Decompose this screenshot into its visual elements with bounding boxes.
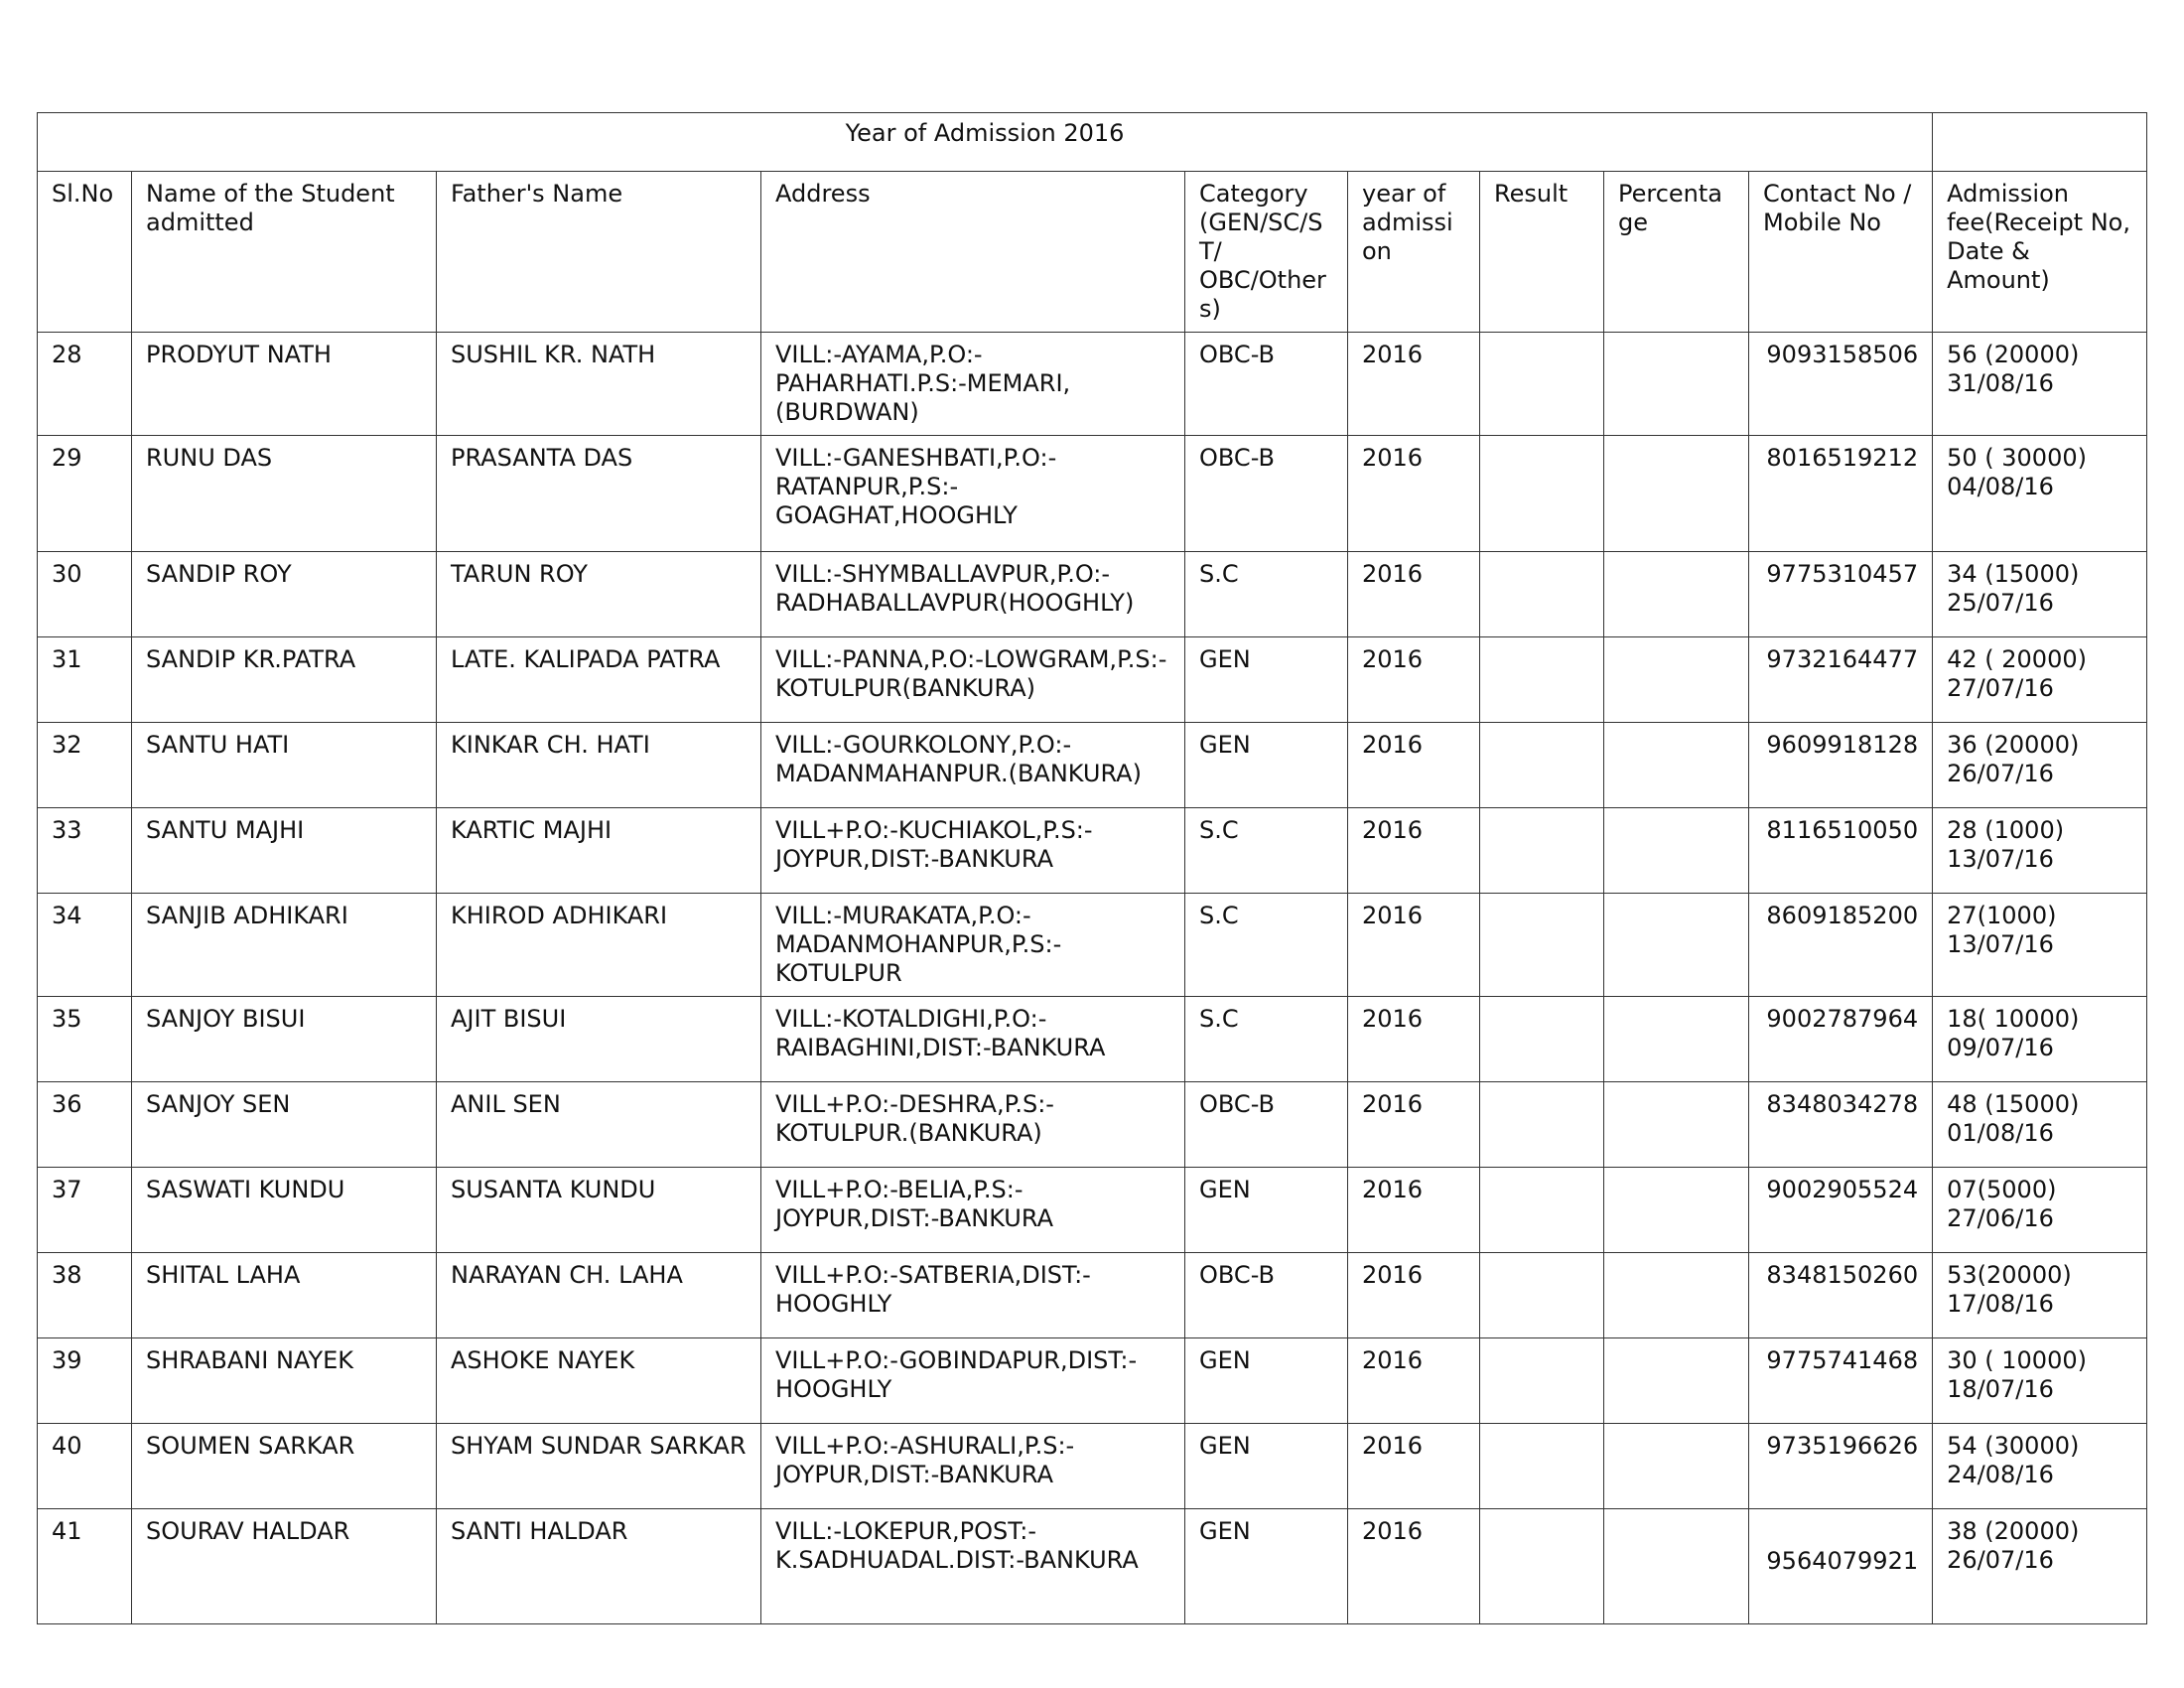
cell-category: S.C [1185,894,1348,997]
cell-year: 2016 [1348,1424,1480,1509]
cell-result [1480,1082,1604,1168]
cell-category: OBC-B [1185,1253,1348,1338]
cell-address: VILL+P.O:-ASHURALI,P.S:-JOYPUR,DIST:-BANKURA [761,1424,1185,1509]
cell-category: OBC-B [1185,436,1348,552]
cell-admission-fee: 18( 10000) 09/07/16 [1933,997,2147,1082]
cell-address: VILL+P.O:-GOBINDAPUR,DIST:-HOOGHLY [761,1338,1185,1424]
cell-address: VILL:-AYAMA,P.O:-PAHARHATI.P.S:-MEMARI,(BURDWAN) [761,333,1185,436]
cell-father-name: ASHOKE NAYEK [437,1338,761,1424]
cell-admission-fee: 36 (20000) 26/07/16 [1933,723,2147,808]
cell-year: 2016 [1348,637,1480,723]
cell-sl-no: 37 [38,1168,132,1253]
cell-result [1480,1253,1604,1338]
cell-student-name: PRODYUT NATH [132,333,437,436]
cell-student-name: SHRABANI NAYEK [132,1338,437,1424]
cell-contact: 9732164477 [1749,637,1933,723]
table-row [38,333,2147,436]
cell-percentage [1604,436,1749,552]
cell-father-name: AJIT BISUI [437,997,761,1082]
cell-admission-fee: 54 (30000) 24/08/16 [1933,1424,2147,1509]
cell-father-name: ANIL SEN [437,1082,761,1168]
table-row [38,1424,2147,1509]
cell-admission-fee: 42 ( 20000) 27/07/16 [1933,637,2147,723]
header-address: Address [761,172,1185,333]
cell-contact: 8609185200 [1749,894,1933,997]
table-row [38,1509,2147,1624]
cell-contact: 8348034278 [1749,1082,1933,1168]
cell-student-name: SASWATI KUNDU [132,1168,437,1253]
table-row [38,1168,2147,1253]
cell-result [1480,333,1604,436]
cell-year: 2016 [1348,552,1480,637]
table-row [38,637,2147,723]
cell-contact: 9002787964 [1749,997,1933,1082]
table-row [38,436,2147,552]
cell-year: 2016 [1348,723,1480,808]
table-row [38,997,2147,1082]
cell-year: 2016 [1348,436,1480,552]
cell-category: GEN [1185,1168,1348,1253]
table-row [38,1253,2147,1338]
cell-category: OBC-B [1185,333,1348,436]
cell-result [1480,1338,1604,1424]
cell-student-name: SHITAL LAHA [132,1253,437,1338]
cell-sl-no: 30 [38,552,132,637]
cell-admission-fee: 48 (15000) 01/08/16 [1933,1082,2147,1168]
cell-student-name: SANJOY BISUI [132,997,437,1082]
cell-student-name: SANTU HATI [132,723,437,808]
cell-category: S.C [1185,552,1348,637]
cell-father-name: KARTIC MAJHI [437,808,761,894]
cell-father-name: SANTI HALDAR [437,1509,761,1624]
cell-student-name: RUNU DAS [132,436,437,552]
cell-year: 2016 [1348,1509,1480,1624]
header-fee: Admission fee(Receipt No, Date & Amount) [1933,172,2147,333]
cell-sl-no: 36 [38,1082,132,1168]
cell-category: OBC-B [1185,1082,1348,1168]
cell-father-name: SUSANTA KUNDU [437,1168,761,1253]
cell-percentage [1604,1168,1749,1253]
cell-result [1480,552,1604,637]
header-contact: Contact No / Mobile No [1749,172,1933,333]
table-row [38,723,2147,808]
cell-admission-fee: 28 (1000) 13/07/16 [1933,808,2147,894]
cell-year: 2016 [1348,997,1480,1082]
cell-percentage [1604,1082,1749,1168]
header-row [38,172,2147,333]
cell-admission-fee: 53(20000) 17/08/16 [1933,1253,2147,1338]
cell-result [1480,1509,1604,1624]
cell-father-name: LATE. KALIPADA PATRA [437,637,761,723]
table-row [38,894,2147,997]
table-row [38,1082,2147,1168]
cell-address: VILL+P.O:-KUCHIAKOL,P.S:-JOYPUR,DIST:-BANKURA [761,808,1185,894]
header-category: Category (GEN/SC/ST/ OBC/Others) [1185,172,1348,333]
cell-father-name: KHIROD ADHIKARI [437,894,761,997]
cell-contact: 9609918128 [1749,723,1933,808]
cell-admission-fee: 38 (20000) 26/07/16 [1933,1509,2147,1624]
cell-sl-no: 32 [38,723,132,808]
cell-percentage [1604,1509,1749,1624]
cell-percentage [1604,997,1749,1082]
cell-father-name: SHYAM SUNDAR SARKAR [437,1424,761,1509]
cell-percentage [1604,333,1749,436]
cell-contact: 9775741468 [1749,1338,1933,1424]
cell-sl-no: 29 [38,436,132,552]
cell-category: GEN [1185,1424,1348,1509]
cell-contact: 8016519212 [1749,436,1933,552]
cell-percentage [1604,723,1749,808]
header-father-name: Father's Name [437,172,761,333]
table-title: Year of Admission 2016 [38,113,1933,172]
cell-result [1480,1168,1604,1253]
cell-category: GEN [1185,1509,1348,1624]
cell-sl-no: 31 [38,637,132,723]
cell-category: GEN [1185,723,1348,808]
cell-contact: 9735196626 [1749,1424,1933,1509]
header-percentage: Percentage [1604,172,1749,333]
cell-year: 2016 [1348,333,1480,436]
cell-contact: 9564079921 [1749,1509,1933,1624]
cell-year: 2016 [1348,808,1480,894]
cell-address: VILL+P.O:-SATBERIA,DIST:-HOOGHLY [761,1253,1185,1338]
cell-sl-no: 33 [38,808,132,894]
cell-student-name: SANJIB ADHIKARI [132,894,437,997]
cell-percentage [1604,808,1749,894]
cell-address: VILL:-SHYMBALLAVPUR,P.O:-RADHABALLAVPUR(HOOGHLY) [761,552,1185,637]
cell-sl-no: 38 [38,1253,132,1338]
cell-father-name: PRASANTA DAS [437,436,761,552]
cell-result [1480,637,1604,723]
cell-sl-no: 35 [38,997,132,1082]
cell-address: VILL:-LOKEPUR,POST:-K.SADHUADAL.DIST:-BANKURA [761,1509,1185,1624]
cell-father-name: SUSHIL KR. NATH [437,333,761,436]
table-row [38,808,2147,894]
cell-percentage [1604,1253,1749,1338]
cell-result [1480,808,1604,894]
cell-percentage [1604,1424,1749,1509]
title-blank-cell [1933,113,2147,172]
cell-student-name: SANTU MAJHI [132,808,437,894]
header-result: Result [1480,172,1604,333]
cell-sl-no: 40 [38,1424,132,1509]
cell-address: VILL+P.O:-DESHRA,P.S:-KOTULPUR.(BANKURA) [761,1082,1185,1168]
header-year: year of admission [1348,172,1480,333]
cell-student-name: SANJOY SEN [132,1082,437,1168]
cell-sl-no: 34 [38,894,132,997]
cell-result [1480,997,1604,1082]
cell-address: VILL:-GOURKOLONY,P.O:-MADANMAHANPUR.(BANKURA) [761,723,1185,808]
table-row [38,552,2147,637]
cell-percentage [1604,552,1749,637]
cell-admission-fee: 50 ( 30000) 04/08/16 [1933,436,2147,552]
header-sl-no: Sl.No [38,172,132,333]
cell-category: GEN [1185,1338,1348,1424]
cell-percentage [1604,637,1749,723]
table-row [38,1338,2147,1424]
cell-admission-fee: 07(5000) 27/06/16 [1933,1168,2147,1253]
cell-admission-fee: 56 (20000) 31/08/16 [1933,333,2147,436]
cell-father-name: TARUN ROY [437,552,761,637]
cell-year: 2016 [1348,1168,1480,1253]
cell-percentage [1604,894,1749,997]
cell-student-name: SOURAV HALDAR [132,1509,437,1624]
cell-year: 2016 [1348,894,1480,997]
cell-result [1480,436,1604,552]
cell-result [1480,1424,1604,1509]
cell-result [1480,723,1604,808]
cell-result [1480,894,1604,997]
cell-contact: 9002905524 [1749,1168,1933,1253]
cell-year: 2016 [1348,1253,1480,1338]
cell-year: 2016 [1348,1082,1480,1168]
cell-student-name: SANDIP ROY [132,552,437,637]
cell-student-name: SANDIP KR.PATRA [132,637,437,723]
cell-address: VILL:-GANESHBATI,P.O:-RATANPUR,P.S:-GOAGHAT,HOOGHLY [761,436,1185,552]
cell-category: S.C [1185,808,1348,894]
cell-student-name: SOUMEN SARKAR [132,1424,437,1509]
cell-address: VILL:-MURAKATA,P.O:-MADANMOHANPUR,P.S:-KOTULPUR [761,894,1185,997]
cell-percentage [1604,1338,1749,1424]
cell-sl-no: 39 [38,1338,132,1424]
cell-address: VILL:-KOTALDIGHI,P.O:-RAIBAGHINI,DIST:-BANKURA [761,997,1185,1082]
cell-father-name: NARAYAN CH. LAHA [437,1253,761,1338]
cell-sl-no: 41 [38,1509,132,1624]
cell-contact: 8116510050 [1749,808,1933,894]
cell-address: VILL+P.O:-BELIA,P.S:-JOYPUR,DIST:-BANKURA [761,1168,1185,1253]
cell-contact: 9775310457 [1749,552,1933,637]
cell-admission-fee: 27(1000) 13/07/16 [1933,894,2147,997]
header-student-name: Name of the Student admitted [132,172,437,333]
cell-address: VILL:-PANNA,P.O:-LOWGRAM,P.S:-KOTULPUR(BANKURA) [761,637,1185,723]
cell-category: GEN [1185,637,1348,723]
cell-contact: 9093158506 [1749,333,1933,436]
cell-year: 2016 [1348,1338,1480,1424]
cell-admission-fee: 34 (15000) 25/07/16 [1933,552,2147,637]
cell-category: S.C [1185,997,1348,1082]
cell-contact: 8348150260 [1749,1253,1933,1338]
cell-sl-no: 28 [38,333,132,436]
cell-father-name: KINKAR CH. HATI [437,723,761,808]
admission-table [37,112,2147,1624]
cell-admission-fee: 30 ( 10000) 18/07/16 [1933,1338,2147,1424]
title-row [38,113,2147,172]
